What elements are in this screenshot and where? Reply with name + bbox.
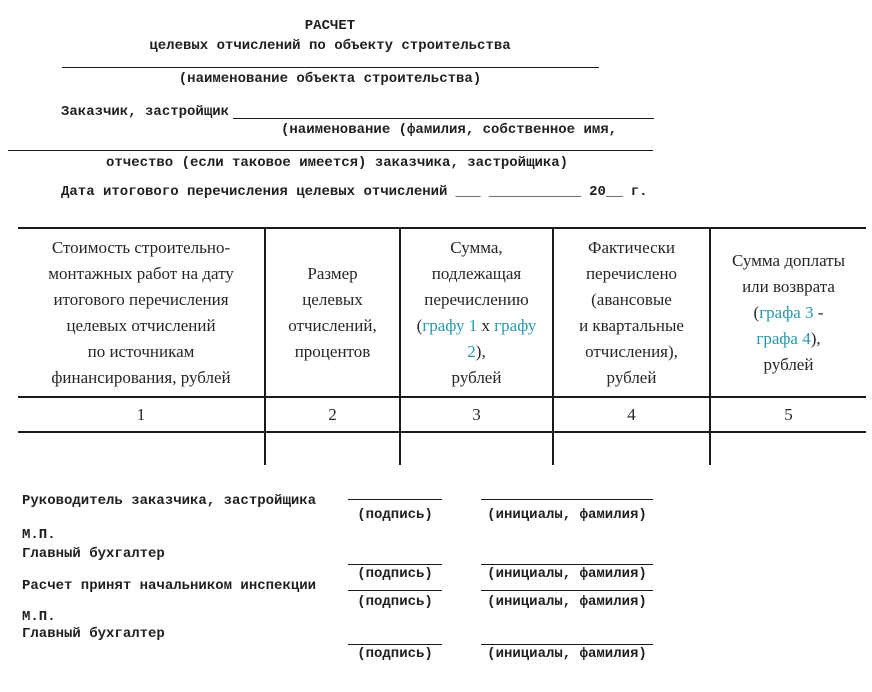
table-header-row — [18, 228, 866, 397]
link-grafa-3[interactable]: графа 3 — [759, 302, 814, 322]
customer-name-blank-line — [233, 104, 654, 119]
date-year-blank: __ — [605, 184, 623, 200]
signature-caption: (подпись) — [357, 507, 433, 523]
customer-caption-line1: (наименование (фамилия, собственное имя, — [281, 122, 618, 138]
col1-header-text: Стоимость строительно- — [51, 237, 231, 257]
col4-number: 4 — [553, 397, 710, 432]
name-caption: (инициалы, фамилия) — [487, 594, 647, 610]
name-blank-line — [481, 487, 653, 500]
signature-row-inspection-head — [0, 578, 872, 612]
col5-empty-cell — [710, 432, 866, 465]
signature-caption: (подпись) — [357, 566, 433, 582]
col2-empty-cell — [265, 432, 400, 465]
col3-header-text: Сумма, — [450, 237, 503, 257]
link-grafu-2-part2[interactable]: 2 — [467, 341, 476, 361]
col4-header-text: Фактически — [588, 237, 675, 257]
name-blank-line — [481, 632, 653, 645]
signature-blank-line — [348, 578, 442, 591]
col2-number: 2 — [265, 397, 400, 432]
name-caption: (инициалы, фамилия) — [487, 646, 647, 662]
col1-number: 1 — [18, 397, 265, 432]
signature-row-chief-accountant-2 — [0, 626, 872, 660]
col1-header: Стоимость строительно- монтажных работ на дату итогового перечисления целевых отчислений по источникам финансирования, рублей — [18, 228, 265, 397]
col5-header-text: Сумма доплаты — [731, 250, 846, 270]
col1-empty-cell — [18, 432, 265, 465]
name-caption: (инициалы, фамилия) — [487, 507, 647, 523]
final-transfer-date-line — [61, 184, 648, 200]
signature-blank-line — [348, 487, 442, 500]
name-blank-line — [481, 552, 653, 565]
link-grafa-4[interactable]: графа 4 — [756, 328, 811, 348]
chief-accountant-label-2: Главный бухгалтер — [22, 626, 165, 642]
signature-caption: (подпись) — [357, 594, 433, 610]
col2-header: Размер целевых отчислений, процентов — [265, 228, 400, 397]
date-day-blank: ___ — [455, 184, 481, 200]
customer-name-blank-line2 — [8, 136, 653, 151]
empty-data-row — [18, 432, 866, 465]
link-grafu-1[interactable]: графу 1 — [422, 315, 478, 335]
col3-header: Сумма, подлежащая перечислению (графу 1 х графу 2), рублей — [400, 228, 553, 397]
col4-empty-cell — [553, 432, 710, 465]
col5-number: 5 — [710, 397, 866, 432]
signature-caption: (подпись) — [357, 646, 433, 662]
column-numbers-row — [18, 397, 866, 432]
date-year-suffix: г. — [630, 184, 648, 200]
name-blank-line — [481, 578, 653, 591]
document-subtitle: целевых отчислений по объекту строительства — [149, 38, 511, 54]
chief-accountant-label: Главный бухгалтер — [22, 546, 165, 562]
object-name-caption: (наименование объекта строительства) — [178, 71, 482, 87]
signature-row-customer-head — [0, 493, 872, 527]
seal-mark-label: М.П. — [22, 527, 56, 543]
deductions-table — [18, 227, 866, 465]
col3-number: 3 — [400, 397, 553, 432]
document-title: РАСЧЕТ — [304, 18, 356, 34]
col2-header-text: Размер — [307, 263, 358, 283]
link-grafu-2-part1[interactable]: графу — [494, 315, 537, 335]
seal-mark-label-2: М.П. — [22, 609, 56, 625]
signature-blank-line — [348, 552, 442, 565]
col4-header: Фактически перечислено (авансовые и квартальные отчисления), рублей — [553, 228, 710, 397]
inspection-head-label: Расчет принят начальником инспекции — [22, 578, 317, 594]
col5-header: Сумма доплаты или возврата (графа 3 - графа 4), рублей — [710, 228, 866, 397]
col3-empty-cell — [400, 432, 553, 465]
customer-caption-line2: отчество (если таковое имеется) заказчика, застройщика) — [106, 155, 569, 171]
date-month-blank: ___________ — [488, 184, 582, 200]
customer-head-label: Руководитель заказчика, застройщика — [22, 493, 317, 509]
customer-label: Заказчик, застройщик — [61, 104, 230, 120]
name-caption: (инициалы, фамилия) — [487, 566, 647, 582]
date-year-prefix: 20 — [589, 184, 606, 200]
signature-blank-line — [348, 632, 442, 645]
date-line-label: Дата итогового перечисления целевых отчислений — [61, 184, 448, 200]
signature-row-chief-accountant-1 — [0, 546, 872, 580]
object-name-blank-line — [62, 53, 599, 68]
